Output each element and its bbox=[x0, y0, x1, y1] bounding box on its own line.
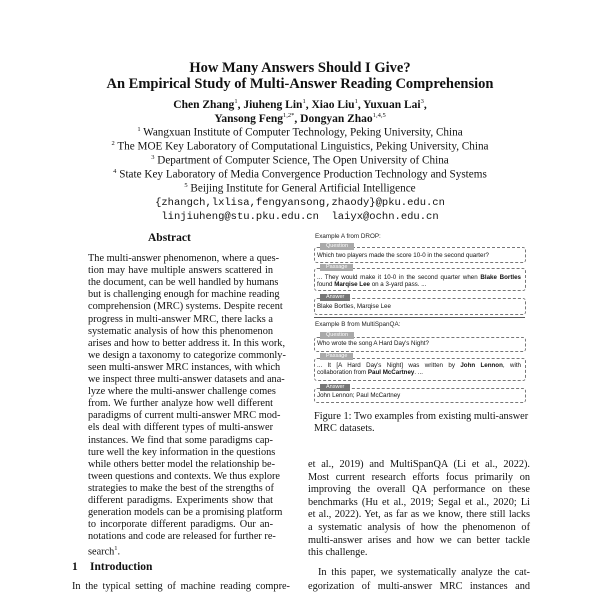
abstract-line: the document, can be well handled by humans bbox=[88, 277, 279, 289]
example-a-question-label: Question bbox=[320, 243, 354, 250]
abstract-line: The multi-answer phenomenon, where a ques- bbox=[88, 253, 280, 264]
abstract-line-text: search bbox=[88, 546, 115, 558]
author-name: Chen Zhang bbox=[173, 98, 235, 111]
figure-caption-line-1: Figure 1: Two examples from existing multi-answer bbox=[314, 411, 529, 422]
abstract-line: arises and how to better address it. In this work, bbox=[88, 337, 286, 349]
intro-heading: Introduction bbox=[90, 561, 153, 573]
example-b-heading: Example B from MultiSpanQA: bbox=[315, 321, 401, 328]
author-name: Xiao Liu bbox=[311, 98, 355, 111]
example-b-passage-label: Passage bbox=[320, 353, 353, 360]
example-a-answer: Blake Bortles, Marqise Lee bbox=[317, 303, 391, 310]
example-b-passage-line-2: collaboration from Paul McCartney. ... bbox=[317, 369, 423, 376]
abstract-line: we inspect three multi-answer datasets and ana- bbox=[88, 374, 285, 385]
email-line-1: {zhangch,lxlisa,fengyansong,zhaody}@pku.edu.cn bbox=[155, 197, 445, 209]
affiliation-mark: 5 bbox=[184, 182, 188, 189]
body-line: improving the overall QA performance on these bbox=[308, 484, 530, 496]
abstract-line: tween questions and contexts. We thus explore bbox=[88, 470, 281, 482]
body-line: egorization of multi-answer MRC instances and bbox=[308, 580, 530, 592]
abstract-line: paradigms of current multi-answer MRC mod- bbox=[88, 410, 281, 422]
example-a-question: Which two players made the score 10-0 in the second quarter? bbox=[317, 252, 489, 259]
affiliation-mark: 1 bbox=[137, 126, 141, 133]
figure-caption-line-2: MRC datasets. bbox=[314, 423, 375, 434]
affiliation-text: State Key Laboratory of Media Convergence Production Technology and Systems bbox=[119, 168, 487, 181]
affiliation-text: Wangxuan Institute of Computer Technology, Peking University, China bbox=[143, 126, 463, 139]
affiliation-mark: 2 bbox=[111, 140, 115, 147]
affiliation-line bbox=[0, 140, 600, 153]
abstract-line: while others better model the relationship be- bbox=[88, 458, 276, 470]
example-a-passage-line-1: ... They would make it 10-0 in the second quarter when Blake Bortles bbox=[317, 274, 521, 281]
abstract-line: tion may have multiple answers scattered in bbox=[88, 265, 273, 277]
abstract-line: to incorporate different paradigms. Our an- bbox=[88, 519, 273, 531]
author-affiliation-mark: 3 bbox=[420, 98, 424, 105]
author-name: Jiuheng Lin bbox=[243, 98, 303, 111]
affiliation-text: Department of Computer Science, The Open University of China bbox=[157, 154, 449, 167]
abstract-line: comprehension (MRC) systems. Despite recent bbox=[88, 301, 283, 313]
abstract-line: generation models can be a promising platform bbox=[88, 507, 283, 519]
example-b-answer-label: Answer bbox=[320, 384, 350, 391]
abstract-line: systematic analysis of how this phenomenon bbox=[88, 325, 273, 337]
affiliation-line bbox=[0, 154, 600, 167]
abstract-line: different paradigms. Experiments show that bbox=[88, 495, 273, 506]
affiliation-line bbox=[0, 126, 600, 139]
affiliation-text: Beijing Institute for General Artificial Intelligence bbox=[190, 182, 416, 195]
body-line: In this paper, we systematically analyze the cat- bbox=[318, 567, 530, 578]
affiliation-line bbox=[0, 168, 600, 181]
abstract-line: instances. We find that some paradigms cap- bbox=[88, 434, 273, 446]
author-name: Dongyan Zhao bbox=[300, 112, 373, 125]
figure-separator bbox=[314, 317, 525, 318]
abstract-line: lyze where the multi-answer challenge comes bbox=[88, 386, 276, 398]
body-line: benchmarks (Hu et al., 2019; Segal et al., 2020; Li bbox=[308, 496, 530, 508]
intro-line: In the typical setting of machine reading compre- bbox=[72, 581, 290, 592]
author-affiliation-mark: 1 bbox=[302, 98, 306, 105]
body-line: a systematic analysis of how the phenomenon of bbox=[308, 522, 530, 533]
example-a-answer-label: Answer bbox=[320, 294, 350, 301]
author-affiliation-mark: 1 bbox=[234, 98, 238, 105]
intro-section-number: 1 bbox=[72, 561, 78, 573]
abstract-line: we design a taxonomy to categorize commonly- bbox=[88, 349, 286, 361]
affiliation-mark: 4 bbox=[113, 168, 117, 175]
abstract-line: strategies to make the best of the strengths of bbox=[88, 482, 274, 494]
abstract-line: search$^1$. bbox=[88, 545, 121, 558]
abstract-line: notations and code are released for further re- bbox=[88, 531, 276, 543]
footnote-mark[interactable]: 1 bbox=[114, 545, 118, 553]
abstract-line: progress in multi-answer MRC, there lacks a bbox=[88, 313, 273, 325]
example-b-question-label: Question bbox=[320, 332, 354, 339]
body-line: this challenge. bbox=[308, 547, 368, 559]
author-name: Yuxuan Lai bbox=[363, 98, 421, 111]
example-a-passage-line-2: found Marqise Lee on a 3-yard pass. ... bbox=[317, 281, 427, 288]
email-line-2: linjiuheng@stu.pku.edu.cn laiyx@ochn.edu.cn bbox=[161, 211, 439, 223]
authors-line-1: Chen Zhang$^1$, Jiuheng Lin$^1$, Xiao Liu$^1$, Yuxuan Lai$^3$, bbox=[173, 98, 427, 111]
example-a-passage-label: Passage bbox=[320, 264, 353, 271]
abstract-line: from. We further analyze how well different bbox=[88, 398, 273, 410]
author-affiliation-mark: 1 bbox=[354, 98, 358, 105]
abstract-line: seen multi-answer MRC instances, with which bbox=[88, 361, 281, 373]
example-b-question: Who wrote the song A Hard Day's Night? bbox=[317, 340, 429, 347]
abstract-line: els deal with different types of multi-answer bbox=[88, 422, 273, 434]
affiliation-mark: 3 bbox=[151, 154, 155, 161]
authors-line-2: Yansong Feng$^{1,2*}$, Dongyan Zhao$^{1,4,5}$ bbox=[214, 112, 386, 125]
author-affiliation-mark: 1,4,5 bbox=[372, 112, 386, 119]
affiliation-text: The MOE Key Laboratory of Computational Linguistics, Peking University, China bbox=[117, 140, 489, 153]
paper-title-line-2: An Empirical Study of Multi-Answer Reading Comprehension bbox=[106, 76, 494, 92]
body-line: Most current research efforts focus primarily on bbox=[308, 471, 530, 483]
paper-title-line-1: How Many Answers Should I Give? bbox=[189, 60, 411, 76]
author-name: Yansong Feng bbox=[214, 112, 284, 125]
body-line: multi-answer arises and how we can better tackle bbox=[308, 534, 530, 546]
abstract-heading: Abstract bbox=[148, 232, 191, 244]
author-affiliation-mark: 1,2* bbox=[283, 112, 295, 119]
body-line: et al., 2022). Yet, as far as we know, there still lacks bbox=[308, 509, 530, 521]
abstract-line: ture well the key information in the questions bbox=[88, 446, 276, 458]
abstract-line: but is challenging enough for machine reading bbox=[88, 289, 280, 301]
body-line: et al., 2019) and MultiSpanQA (Li et al., 2022). bbox=[308, 459, 530, 470]
example-b-answer: John Lennon; Paul McCartney bbox=[317, 392, 401, 399]
example-a-heading: Example A from DROP: bbox=[315, 233, 381, 240]
example-b-passage-line-1: ... It [A Hard Day's Night] was written by John Lennon, with bbox=[317, 362, 521, 369]
affiliation-line bbox=[0, 182, 600, 195]
